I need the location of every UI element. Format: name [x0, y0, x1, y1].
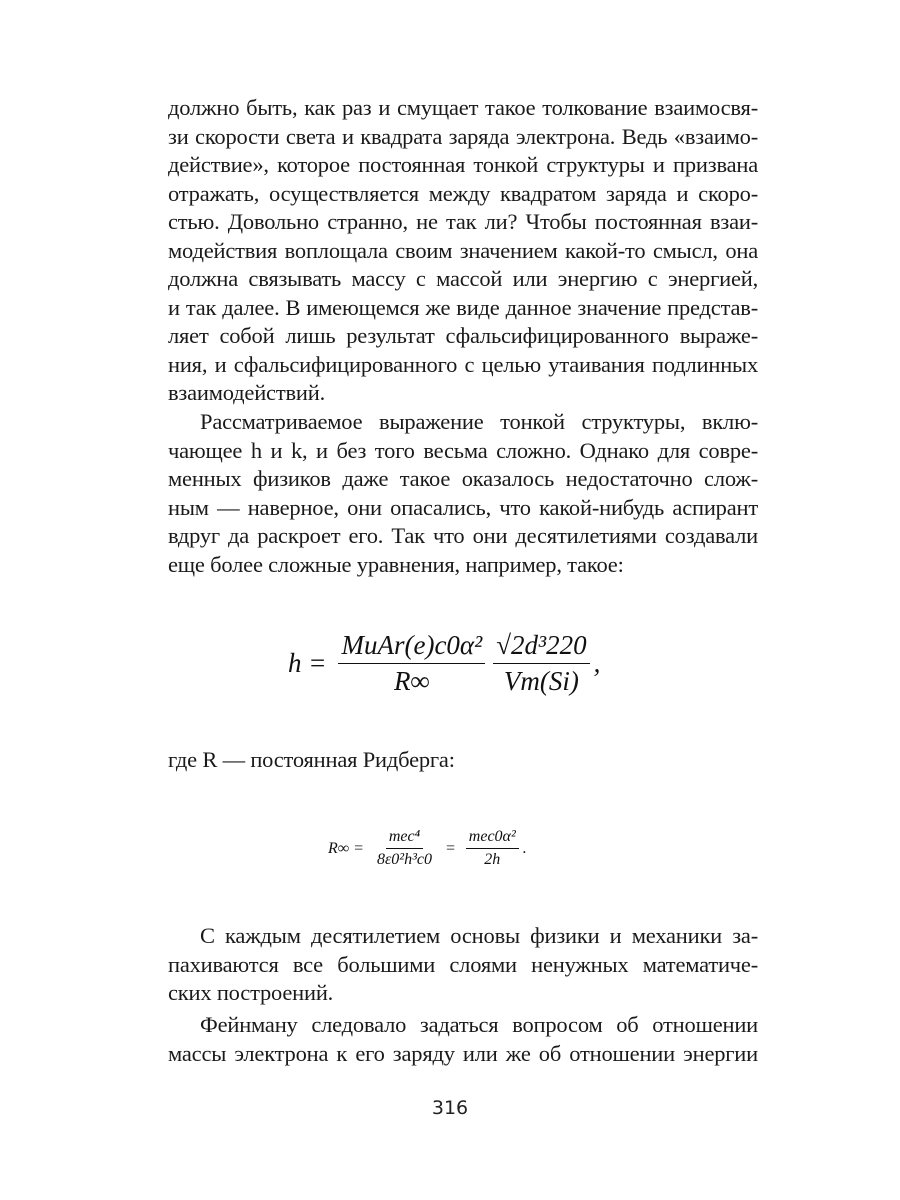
formula-trail: . — [522, 839, 527, 857]
denominator: 8ε0²h³c0 — [376, 851, 432, 868]
formula-trail: , — [593, 648, 601, 678]
text-line: и так далее. В имеющемся же виде данное значение представ- — [168, 294, 758, 320]
text-line: зи скорости света и квадрата заряда электрона. Ведь «взаимо- — [168, 123, 758, 149]
text-line: ляет собой лишь результат сфальсифицированного выраже- — [168, 323, 758, 348]
paragraph-4 — [168, 1011, 758, 1068]
text-line: пахиваются все большими слоями ненужных математиче- — [168, 951, 758, 977]
text-line: взаимодействий. — [168, 380, 326, 405]
formula-eq: = — [444, 839, 456, 857]
paragraph-1 — [168, 94, 758, 408]
formula-rydberg — [328, 828, 527, 869]
text-line: отражать, осуществляется между квадратом заряда и скоро- — [168, 180, 758, 206]
text-line: модействия воплощала своим значением какой-то смысл, она — [168, 237, 758, 263]
text-line: вдруг да раскроет его. Так что они десятилетиями создавали — [168, 523, 758, 548]
text-line: чающее h и k, и без того весьма сложно. Однако для совре- — [168, 437, 758, 463]
formula-planck — [288, 630, 600, 697]
text-line: менных физиков даже такое оказалось недостаточно слож- — [168, 466, 758, 491]
fraction — [374, 828, 435, 869]
text-line: Фейнману следовало задаться вопросом об отношении — [200, 1012, 758, 1037]
text-line: где R — постоянная Ридберга: — [168, 747, 455, 772]
formula-lhs: R∞ = — [328, 839, 364, 857]
text-line: ния, и сфальсифицированного с целью утаивания подлинных — [168, 351, 758, 377]
numerator: mec⁴ — [386, 828, 423, 849]
text-line: С каждым десятилетием основы физики и механики за- — [200, 923, 758, 948]
text-line: Рассматриваемое выражение тонкой структуры, вклю- — [200, 409, 758, 434]
text-line: массы электрона к его заряду или же об отношении энергии — [168, 1040, 758, 1066]
denominator: Vm(Si) — [503, 666, 579, 696]
text-line: стью. Довольно странно, не так ли? Чтобы постоянная взаи- — [168, 209, 758, 234]
numerator: √2d³220 — [493, 630, 589, 664]
denominator: 2h — [484, 851, 501, 868]
text-line: должно быть, как раз и смущает такое толкование взаимосвя- — [168, 95, 758, 120]
paragraph-2 — [168, 408, 758, 579]
formula-lhs: h = — [288, 648, 327, 678]
numerator: MuAr(e)c0α² — [338, 630, 485, 664]
text-line: еще более сложные уравнения, например, такое: — [168, 551, 624, 577]
text-line: ным — наверное, они опасались, что какой-нибудь аспирант — [168, 494, 758, 520]
fraction — [493, 630, 589, 697]
fraction — [338, 630, 485, 697]
paragraph-3 — [168, 922, 758, 1008]
denominator: R∞ — [393, 666, 430, 696]
where-line — [168, 746, 758, 775]
text-line: действие», которое постоянная тонкой структуры и призвана — [168, 152, 758, 177]
text-line: ских построений. — [168, 980, 334, 1005]
page-number: 316 — [431, 1097, 469, 1119]
text-line: должна связывать массу с массой или энергию с энергией, — [168, 266, 758, 291]
fraction — [466, 828, 519, 869]
numerator: mec0α² — [466, 828, 519, 849]
